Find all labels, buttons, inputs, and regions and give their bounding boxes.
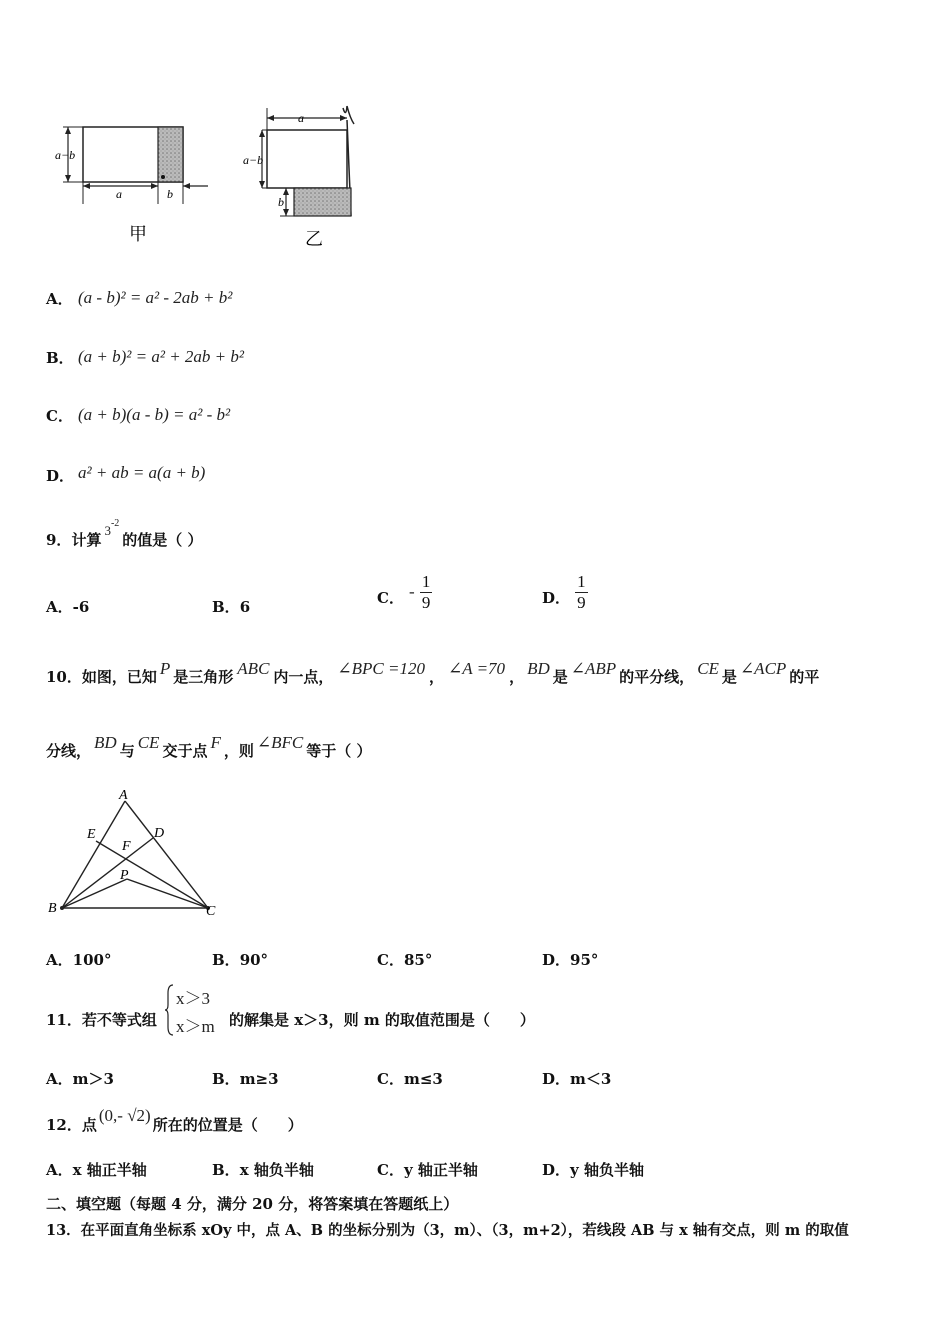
caption-yi: 乙 [305, 229, 323, 250]
label-b-jia: b [167, 187, 173, 201]
q8-option-c[interactable]: C． [46, 407, 73, 425]
q9-option-d[interactable]: D． $\frac{1}{9}$ [542, 572, 586, 612]
q9-stem: 9．计算$3^{-2}$的值是（ ） [46, 518, 203, 549]
q10-stem-line2: 分线， BD 与 CE 交于点 F ，则 ∠BFC 等于（ ） [46, 733, 372, 760]
q8-option-b[interactable]: B． [46, 349, 74, 367]
q12-stem: 12．点 (0,- √2) 所在的位置是（ ） [46, 1106, 303, 1134]
q8-option-d-formula: a² + ab = a(a + b) [78, 463, 206, 482]
figure-yi [259, 106, 354, 216]
q11-option-b[interactable]: B．m≥3 [212, 1070, 279, 1088]
q11-inequality-2: x＞m [176, 1017, 215, 1036]
q12-option-d[interactable]: D．y 轴负半轴 [542, 1161, 644, 1179]
q12-point: (0,- √2) [98, 1106, 151, 1125]
label-B: B [48, 901, 57, 916]
label-D: D [154, 826, 165, 841]
label-E: E [87, 827, 96, 842]
fraction: $\frac{1}{9}$ [421, 572, 431, 612]
label-a-minus-b-yi: a−b [243, 153, 264, 167]
label-a-minus-b-jia: a−b [55, 148, 76, 162]
q8-option-c-formula: (a + b)(a - b) = a² - b² [78, 405, 231, 424]
q10-stem-line1: 10．如图，已知 P 是三角形 ABC 内一点， ∠BPC =120 ， ∠A =70 ， BD 是 ∠ABP 的平分线， CE 是 ∠ACP 的平 [46, 659, 820, 686]
q10-option-b[interactable]: B．90° [212, 951, 269, 969]
q9-number: 9． [46, 531, 72, 549]
q8-option-a-formula: (a - b)² = a² - 2ab + b² [78, 288, 233, 307]
q13-stem: 13．在平面直角坐标系 xOy 中，点 A、B 的坐标分别为（3，m）、（3，m+2），若线段 AB 与 x 轴有交点，则 m 的取值 [46, 1222, 849, 1239]
figure-jia [63, 127, 208, 204]
q9-option-b[interactable]: B．6 [212, 598, 251, 616]
fraction: $\frac{1}{9}$ [577, 572, 586, 612]
q11-stem-rest: 的解集是 x＞3，则 m 的取值范围是（ ） [229, 1011, 535, 1029]
point-b [60, 906, 64, 910]
caption-jia: 甲 [129, 224, 147, 245]
left-brace [165, 983, 175, 1037]
q11-option-d[interactable]: D．m＜3 [542, 1070, 612, 1088]
q8-option-d[interactable]: D． [46, 467, 75, 485]
label-F: F [122, 839, 131, 854]
label-A: A [119, 788, 128, 803]
q12-option-c[interactable]: C．y 轴正半轴 [377, 1161, 478, 1179]
q10-option-c[interactable]: C．85° [377, 951, 433, 969]
q12-option-a[interactable]: A．x 轴正半轴 [46, 1161, 147, 1179]
q11-option-c[interactable]: C．m≤3 [377, 1070, 443, 1088]
q10-option-d[interactable]: D．95° [542, 951, 599, 969]
label-a-yi: a [298, 111, 304, 125]
section-heading: 二、填空题（每题 4 分，满分 20 分，将答案填在答题纸上） [46, 1195, 459, 1213]
q11-inequality-1: x＞3 [176, 989, 210, 1008]
label-C: C [206, 904, 216, 919]
figure-jia-yi [50, 100, 370, 260]
q11-number-pre: 11．若不等式组 [46, 1011, 157, 1029]
q9-option-c[interactable]: C． - $\frac{1}{9}$ [377, 572, 431, 612]
q12-option-b[interactable]: B．x 轴负半轴 [212, 1161, 314, 1179]
q10-option-a[interactable]: A．100° [46, 951, 112, 969]
q9-power: $3^{-2}$ [104, 518, 120, 538]
label-a-jia: a [116, 187, 122, 201]
label-b-yi: b [278, 195, 284, 209]
q8-option-b-formula: (a + b)² = a² + 2ab + b² [78, 347, 244, 366]
q8-option-a[interactable]: A． [46, 290, 73, 308]
triangle-figure [40, 785, 230, 925]
label-P: P [120, 868, 129, 883]
q11-option-a[interactable]: A．m＞3 [46, 1070, 114, 1088]
q9-option-a[interactable]: A．-6 [46, 598, 90, 616]
